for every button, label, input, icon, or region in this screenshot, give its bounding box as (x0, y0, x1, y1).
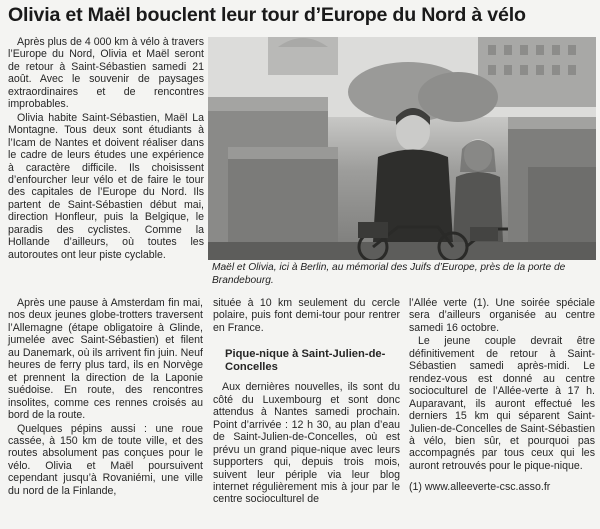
subheading: Pique-nique à Saint-Julien-de-Concelles (225, 348, 386, 374)
column-2 (213, 297, 400, 506)
body-paragraph: située à 10 km seulement du cercle polaire, puis font demi-tour pour rentrer en France. (213, 297, 400, 334)
intro-paragraph: Après plus de 4 000 km à vélo à travers l’Europe du Nord, Olivia et Maël seront de retour à Saint-Sébastien samedi 21 août. Avec le souvenir de paysages extraordinaires et de rencontres improbables. (8, 36, 204, 111)
column-3 (409, 297, 595, 494)
body-paragraph: l’Allée verte (1). Une soirée spéciale sera d’ailleurs organisée au centre samedi 16 octobre. (409, 297, 595, 334)
intro-paragraph: Olivia habite Saint-Sébastien, Maël La Montagne. Tous deux sont étudiants à l’Icam de Nantes et doivent réaliser dans le cadre de leurs études une expérience à caractère difficile. Ils choisissent d’enfourcher leur vélo et de faire le tour des capitales de l’Europe du Nord. Ils partent de Saint-Sébastien début mai, direction Honfleur, puis la Belgique, le paradis des cyclistes. Comme la Hollande d’ailleurs, où toutes les autoroutes ont leur piste cyclable. (8, 111, 204, 261)
body-paragraph: Aux dernières nouvelles, ils sont du côté du Luxembourg et sont donc attendus à Nantes samedi prochain. Point d’arrivée : 12 h 30, au plan d’eau de Saint-Julien-de-Concelles, où est prévu un grand pique-nique avec leurs supporters qui, depuis trois mois, suivent leur périple via leur blog internet régulièrement mis à jour par le centre socioculturel de (213, 381, 400, 506)
body-paragraph: Après une pause à Amsterdam fin mai, nos deux jeunes globe-trotters traversent l’Allemagne (étape obligatoire à Glinde, jumelée avec Saint-Sébastien) et filent au Danemark, où ils arrivent fin juin. Neuf heures de ferry plus tard, ils en Norvège et prennent la direction de la Laponie suédoise. En route, des rencontres insolites, comme ces rennes croisés au bord de la route. (8, 297, 203, 422)
photo-caption: Maël et Olivia, ici à Berlin, au mémorial des Juifs d’Europe, près de la porte de Brandebourg. (212, 262, 566, 286)
footnote-url: (1) www.alleeverte-csc.asso.fr (409, 481, 551, 494)
headline: Olivia et Maël bouclent leur tour d’Europe du Nord à vélo (8, 4, 526, 26)
photo-illustration (208, 37, 596, 260)
body-paragraph: Quelques pépins aussi : une roue cassée, à 150 km de toute ville, et des routes absolument pas conçues pour le vélo. Olivia et Maël poursuivent cependant jusqu’à Rovaniémi, une ville du nord de la Finlande, (8, 422, 203, 497)
body-paragraph: Le jeune couple devrait être définitivement de retour à Saint-Sébastien samedi après-midi. Le rendez-vous est donné au centre socioculturel de l’Allée-verte à 17 h. Auparavant, ils auront effectué les derniers 15 km qui séparent Saint-Julien-de-Concelles de Saint-Sébastien à vélo, bien sûr, et pourquoi pas accompagnés par tous ceux qui les auront retrouvés pour le pique-nique. (409, 335, 595, 472)
photo-berlin-memorial (208, 37, 596, 260)
intro-column (8, 36, 204, 261)
column-1 (8, 297, 203, 497)
